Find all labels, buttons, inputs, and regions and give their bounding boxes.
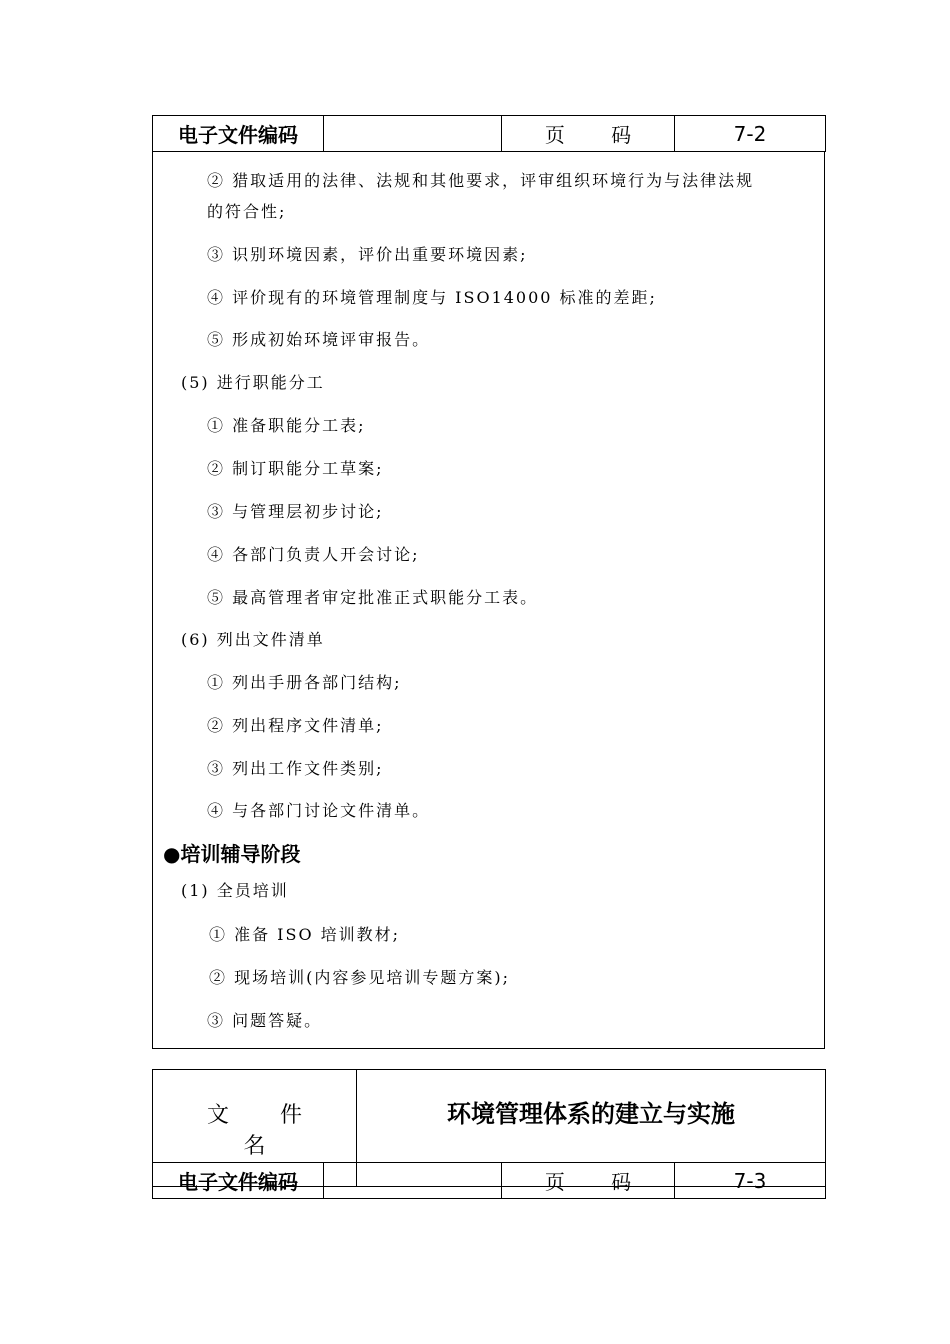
content-line: ⑤ 最高管理者审定批准正式职能分工表。 xyxy=(207,588,539,607)
content-line: ② 猎取适用的法律、法规和其他要求，评审组织环境行为与法律法规 xyxy=(207,171,755,190)
content-line: ② 现场培训(内容参见培训专题方案); xyxy=(209,968,510,987)
content-line: ③ 识别环境因素，评价出重要环境因素; xyxy=(207,245,528,264)
page-number: 7-3 xyxy=(675,1163,826,1199)
page-number: 7-2 xyxy=(675,116,826,152)
code-label: 电子文件编码 xyxy=(153,1163,324,1199)
content-line: ① 准备 ISO 培训教材; xyxy=(209,925,401,944)
content-subheading: (1) 全员培训 xyxy=(181,881,289,900)
content-line: ④ 评价现有的环境管理制度与 ISO14000 标准的差距; xyxy=(207,288,657,307)
content-line: ② 制订职能分工草案; xyxy=(207,459,384,478)
page-label: 页 码 xyxy=(502,116,675,152)
content-subheading: (6) 列出文件清单 xyxy=(181,630,325,649)
file-title: 环境管理体系的建立与实施 xyxy=(357,1070,826,1187)
content-line: ① 列出手册各部门结构; xyxy=(207,673,402,692)
content-line: ④ 与各部门讨论文件清单。 xyxy=(207,801,431,820)
content-line: ③ 列出工作文件类别; xyxy=(207,759,384,778)
content-line: ③ 问题答疑。 xyxy=(207,1011,323,1030)
content-subheading: (5) 进行职能分工 xyxy=(181,373,325,392)
page-label: 页 码 xyxy=(502,1163,675,1199)
content-line: ② 列出程序文件清单; xyxy=(207,716,384,735)
content-line: ① 准备职能分工表; xyxy=(207,416,366,435)
content-line: 的符合性; xyxy=(207,202,287,221)
content-line: ⑤ 形成初始环境评审报告。 xyxy=(207,330,431,349)
content-line: ④ 各部门负责人开会讨论; xyxy=(207,545,420,564)
top-header-table xyxy=(152,115,826,152)
code-label: 电子文件编码 xyxy=(153,116,324,152)
code-value xyxy=(324,1163,502,1199)
bottom-header-table xyxy=(152,1162,826,1199)
code-value xyxy=(324,116,502,152)
file-name-label: 文 件 名 xyxy=(153,1070,357,1187)
section-title: ●培训辅导阶段 xyxy=(163,842,301,866)
content-line: ③ 与管理层初步讨论; xyxy=(207,502,384,521)
